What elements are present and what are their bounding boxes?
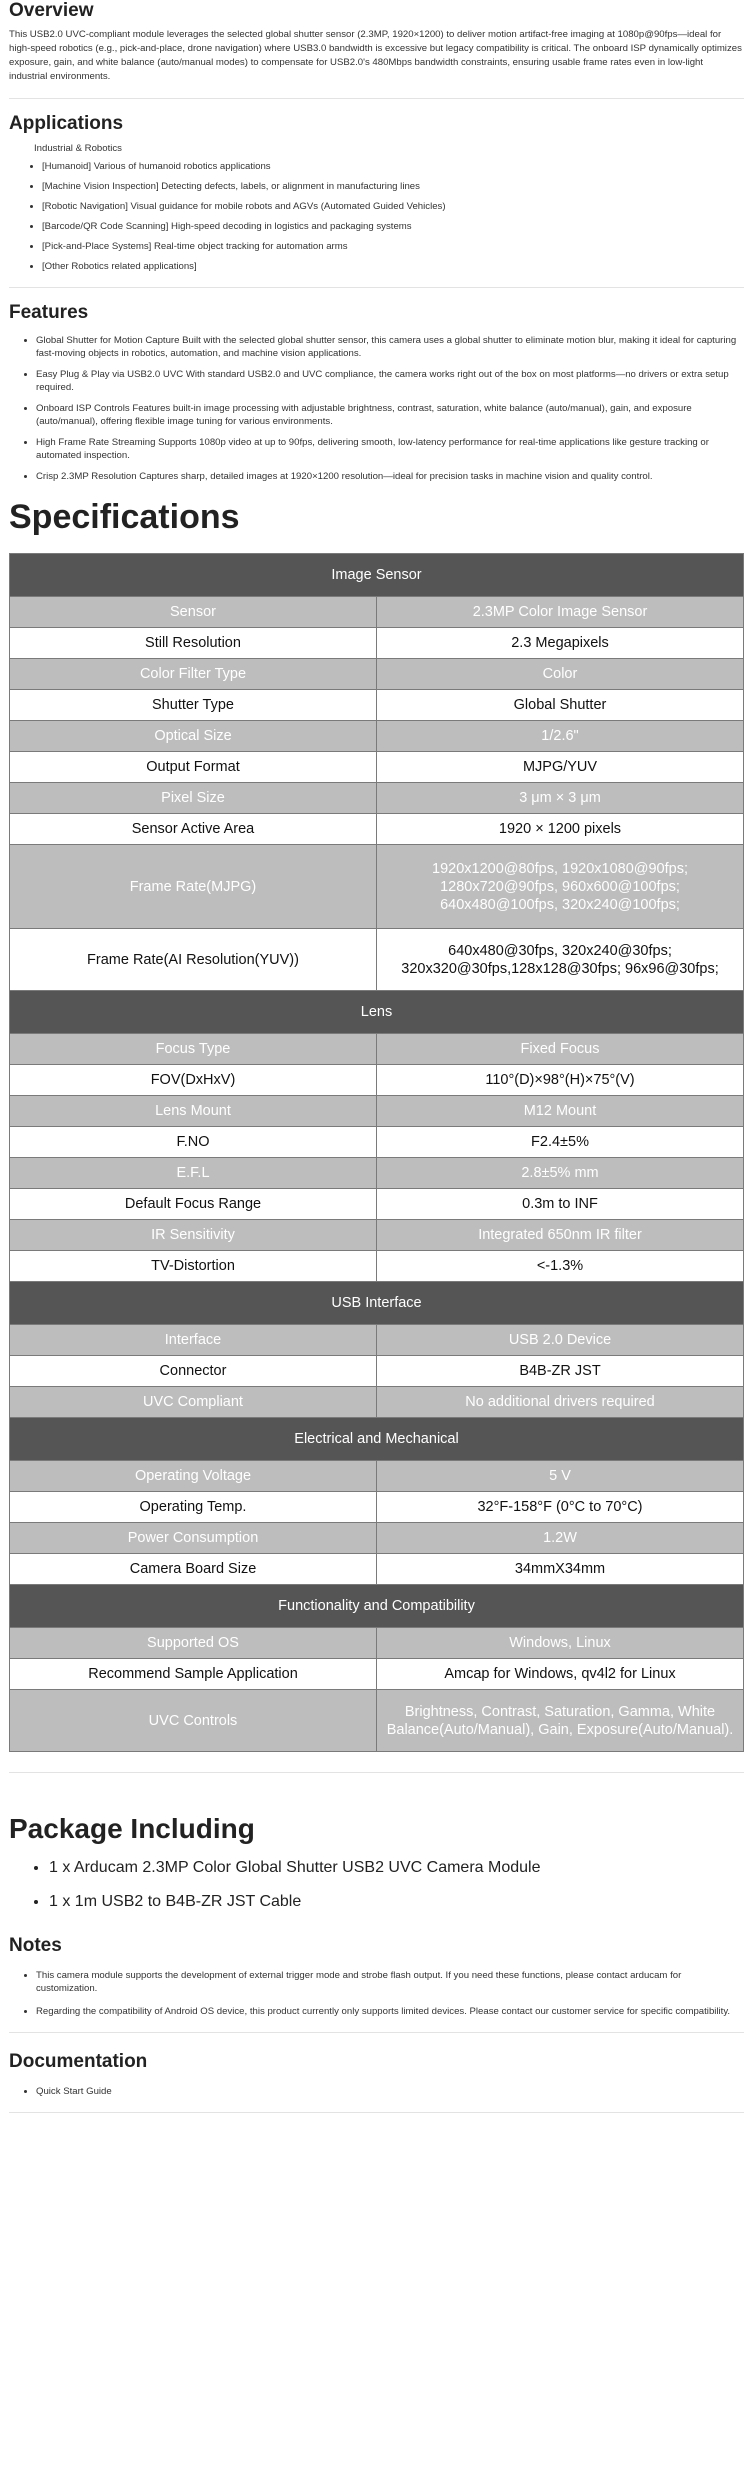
spec-value: 5 V xyxy=(377,1461,744,1492)
spec-value: No additional drivers required xyxy=(377,1387,744,1418)
table-row xyxy=(10,1523,744,1554)
list-item: • [Other Robotics related applications] xyxy=(42,260,744,273)
spec-section-header xyxy=(10,1418,744,1461)
list-item: • This camera module supports the development of external trigger mode and strobe flash output. If you need these functions, please contact arducam for customization. xyxy=(36,1969,744,1995)
table-row xyxy=(10,1325,744,1356)
table-row xyxy=(10,1096,744,1127)
spec-value: 1920 × 1200 pixels xyxy=(377,814,744,845)
list-item: • [Robotic Navigation] Visual guidance for mobile robots and AGVs (Automated Guided Vehicles) xyxy=(42,200,744,213)
table-row xyxy=(10,845,744,929)
list-item: • 1 x Arducam 2.3MP Color Global Shutter USB2 UVC Camera Module xyxy=(49,1857,744,1879)
spec-key: Recommend Sample Application xyxy=(10,1659,377,1690)
spec-key: Frame Rate(MJPG) xyxy=(10,845,377,929)
divider xyxy=(9,287,744,288)
specifications-table xyxy=(9,553,744,1752)
table-row xyxy=(10,1065,744,1096)
spec-value: 0.3m to INF xyxy=(377,1189,744,1220)
spec-value: 1920x1200@80fps, 1920x1080@90fps; 1280x720@90fps, 960x600@100fps; 640x480@100fps, 320x240@100fps; xyxy=(377,845,744,929)
notes-heading: Notes xyxy=(9,1935,62,1956)
package-list xyxy=(9,1857,744,1913)
features-section xyxy=(9,302,744,483)
spec-key: Lens Mount xyxy=(10,1096,377,1127)
documentation-heading: Documentation xyxy=(9,2051,148,2072)
spec-key: Operating Temp. xyxy=(10,1492,377,1523)
spec-key: Operating Voltage xyxy=(10,1461,377,1492)
spec-key: Camera Board Size xyxy=(10,1554,377,1585)
table-row xyxy=(10,1628,744,1659)
quick-start-guide-link[interactable]: Quick Start Guide xyxy=(36,2086,112,2097)
table-row xyxy=(10,1492,744,1523)
spec-key: Default Focus Range xyxy=(10,1189,377,1220)
spec-value: Color xyxy=(377,659,744,690)
list-item xyxy=(36,2085,744,2098)
spec-key: UVC Controls xyxy=(10,1690,377,1752)
spec-key: Interface xyxy=(10,1325,377,1356)
list-item: • Regarding the compatibility of Android OS device, this product currently only supports limited devices. Please contact our customer service for specific compatibility. xyxy=(36,2005,744,2018)
spec-value: M12 Mount xyxy=(377,1096,744,1127)
spec-key: FOV(DxHxV) xyxy=(10,1065,377,1096)
table-row xyxy=(10,752,744,783)
list-item: • [Barcode/QR Code Scanning] High-speed decoding in logistics and packaging systems xyxy=(42,220,744,233)
spec-value: 2.3 Megapixels xyxy=(377,628,744,659)
spec-value: F2.4±5% xyxy=(377,1127,744,1158)
spec-key: Output Format xyxy=(10,752,377,783)
spec-key: E.F.L xyxy=(10,1158,377,1189)
table-row xyxy=(10,1034,744,1065)
spec-value: B4B-ZR JST xyxy=(377,1356,744,1387)
spec-value: Fixed Focus xyxy=(377,1034,744,1065)
spec-section-title: Functionality and Compatibility xyxy=(10,1585,744,1628)
divider xyxy=(9,98,744,99)
spec-section-title: Lens xyxy=(10,991,744,1034)
spec-key: Frame Rate(AI Resolution(YUV)) xyxy=(10,929,377,991)
spec-key: UVC Compliant xyxy=(10,1387,377,1418)
applications-category: Industrial & Robotics xyxy=(34,143,122,154)
spec-value: Brightness, Contrast, Saturation, Gamma, White Balance(Auto/Manual), Gain, Exposure(Auto/Manual). xyxy=(377,1690,744,1752)
spec-key: TV-Distortion xyxy=(10,1251,377,1282)
overview-text: This USB2.0 UVC-compliant module leverages the selected global shutter sensor (2.3MP, 1920×1200) to deliver motion artifact-free imaging at 1080p@90fps—ideal for high-speed robotics (e.g., pick-and-place, drone navigation) where USB3.0 bandwidth is excessive but legacy compatibility is critical. The onboard ISP dynamically optimizes exposure, gain, and white balance (auto/manual modes) to compensate for USB2.0's 480Mbps bandwidth constraints, ensuring usable frame rates even in low-light industrial environments. xyxy=(9,29,742,82)
spec-key: IR Sensitivity xyxy=(10,1220,377,1251)
features-list xyxy=(9,334,744,483)
spec-section-header xyxy=(10,554,744,597)
spec-value: <-1.3% xyxy=(377,1251,744,1282)
spec-key: Sensor xyxy=(10,597,377,628)
spec-key: Supported OS xyxy=(10,1628,377,1659)
divider xyxy=(9,2112,744,2113)
list-item: • [Humanoid] Various of humanoid robotics applications xyxy=(42,160,744,173)
table-row xyxy=(10,1251,744,1282)
table-row xyxy=(10,929,744,991)
spec-value: 1.2W xyxy=(377,1523,744,1554)
table-row xyxy=(10,814,744,845)
spec-section-title: Electrical and Mechanical xyxy=(10,1418,744,1461)
spec-value: 3 μm × 3 μm xyxy=(377,783,744,814)
list-item: • [Machine Vision Inspection] Detecting defects, labels, or alignment in manufacturing lines xyxy=(42,180,744,193)
spec-value: USB 2.0 Device xyxy=(377,1325,744,1356)
divider xyxy=(9,1772,744,1773)
list-item: • Crisp 2.3MP Resolution Captures sharp, detailed images at 1920×1200 resolution—ideal for precision tasks in machine vision and quality control. xyxy=(36,470,744,483)
spec-section-title: USB Interface xyxy=(10,1282,744,1325)
overview-heading: Overview xyxy=(9,0,94,21)
spec-section-header xyxy=(10,991,744,1034)
spec-key: Shutter Type xyxy=(10,690,377,721)
spec-key: Optical Size xyxy=(10,721,377,752)
package-heading: Package Including xyxy=(9,1813,255,1844)
table-row xyxy=(10,1189,744,1220)
spec-section-header xyxy=(10,1585,744,1628)
spec-key: Focus Type xyxy=(10,1034,377,1065)
list-item: • Easy Plug & Play via USB2.0 UVC With standard USB2.0 and UVC compliance, the camera works right out of the box on most platforms—no drivers or extra setup required. xyxy=(36,368,744,394)
spec-value: 640x480@30fps, 320x240@30fps; 320x320@30fps,128x128@30fps; 96x96@30fps; xyxy=(377,929,744,991)
table-row xyxy=(10,628,744,659)
table-row xyxy=(10,1356,744,1387)
table-row xyxy=(10,659,744,690)
spec-value: Global Shutter xyxy=(377,690,744,721)
spec-key: F.NO xyxy=(10,1127,377,1158)
table-row xyxy=(10,1158,744,1189)
table-row xyxy=(10,1659,744,1690)
spec-value: 34mmX34mm xyxy=(377,1554,744,1585)
table-row xyxy=(10,690,744,721)
table-row xyxy=(10,1554,744,1585)
spec-key: Connector xyxy=(10,1356,377,1387)
spec-key: Pixel Size xyxy=(10,783,377,814)
documentation-list xyxy=(9,2085,744,2098)
spec-key: Color Filter Type xyxy=(10,659,377,690)
spec-section-title: Image Sensor xyxy=(10,554,744,597)
applications-list xyxy=(9,160,744,273)
table-row xyxy=(10,1461,744,1492)
table-row xyxy=(10,1690,744,1752)
list-item: • High Frame Rate Streaming Supports 1080p video at up to 90fps, delivering smooth, low-latency performance for real-time applications like gesture tracking or automated inspection. xyxy=(36,436,744,462)
list-item: • Onboard ISP Controls Features built-in image processing with adjustable brightness, contrast, saturation, white balance (auto/manual), gain, and exposure (auto/manual), offering flexible image tuning for various environments. xyxy=(36,402,744,428)
table-row xyxy=(10,1220,744,1251)
spec-value: Amcap for Windows, qv4l2 for Linux xyxy=(377,1659,744,1690)
features-heading: Features xyxy=(9,302,89,323)
spec-value: 2.3MP Color Image Sensor xyxy=(377,597,744,628)
specifications-heading: Specifications xyxy=(9,498,240,536)
table-row xyxy=(10,1387,744,1418)
spec-value: Windows, Linux xyxy=(377,1628,744,1659)
table-row xyxy=(10,597,744,628)
list-item: • Global Shutter for Motion Capture Built with the selected global shutter sensor, this camera uses a global shutter to eliminate motion blur, making it ideal for capturing fast-moving objects in robotics, automation, and machine vision applications. xyxy=(36,334,744,360)
table-row xyxy=(10,783,744,814)
divider xyxy=(9,2032,744,2033)
spec-value: 2.8±5% mm xyxy=(377,1158,744,1189)
list-item: • 1 x 1m USB2 to B4B-ZR JST Cable xyxy=(49,1891,744,1913)
table-row xyxy=(10,1127,744,1158)
table-row xyxy=(10,721,744,752)
applications-section xyxy=(9,113,744,273)
spec-value: 32°F-158°F (0°C to 70°C) xyxy=(377,1492,744,1523)
applications-heading: Applications xyxy=(9,113,124,134)
spec-key: Power Consumption xyxy=(10,1523,377,1554)
list-item: • [Pick-and-Place Systems] Real-time object tracking for automation arms xyxy=(42,240,744,253)
spec-value: Integrated 650nm IR filter xyxy=(377,1220,744,1251)
spec-key: Sensor Active Area xyxy=(10,814,377,845)
spec-key: Still Resolution xyxy=(10,628,377,659)
spec-value: 110°(D)×98°(H)×75°(V) xyxy=(377,1065,744,1096)
spec-section-header xyxy=(10,1282,744,1325)
spec-value: MJPG/YUV xyxy=(377,752,744,783)
notes-list xyxy=(9,1969,744,2018)
spec-value: 1/2.6" xyxy=(377,721,744,752)
